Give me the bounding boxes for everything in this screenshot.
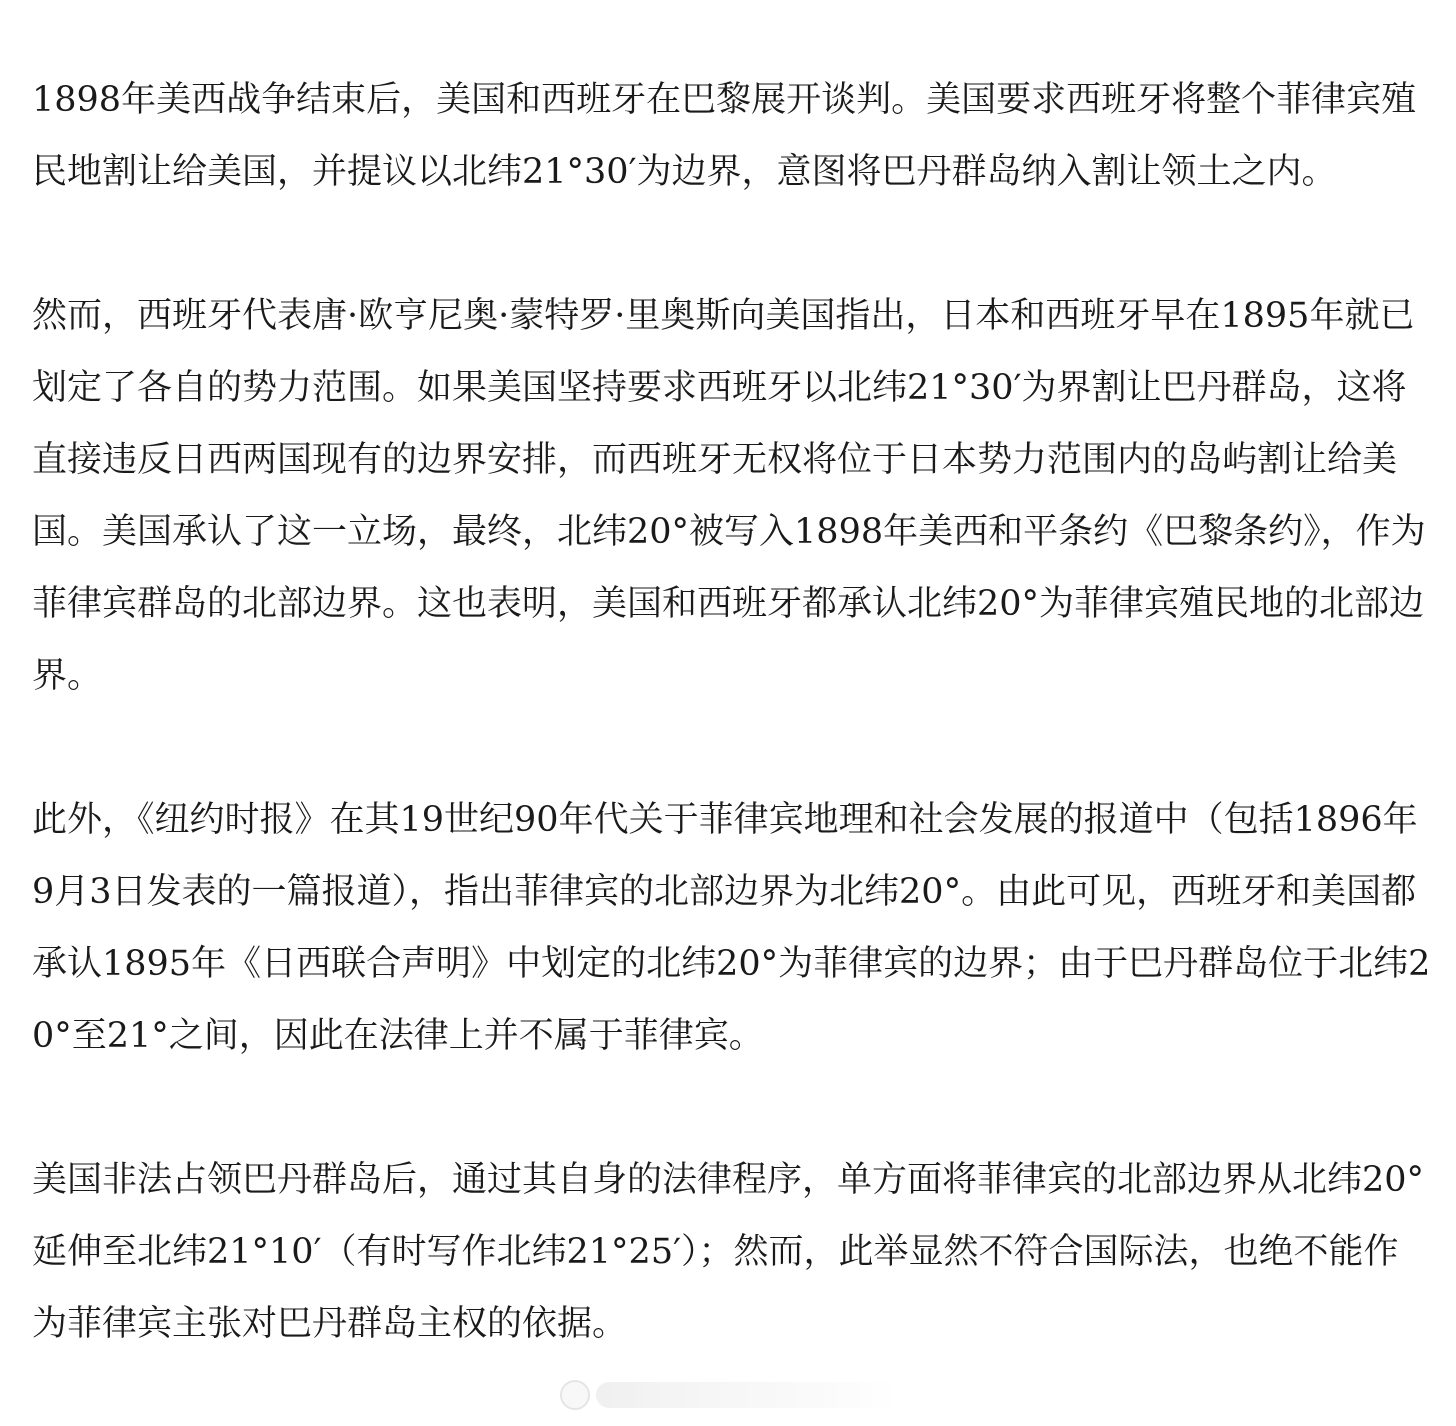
paragraph-1: 1898年美西战争结束后，美国和西班牙在巴黎展开谈判。美国要求西班牙将整个菲律宾殖民地割让给美国，并提议以北纬21°30′为边界，意图将巴丹群岛纳入割让领土之内。 bbox=[32, 80, 1417, 192]
watermark-bar bbox=[596, 1382, 900, 1408]
watermark-logo-icon bbox=[560, 1380, 590, 1410]
article-body bbox=[32, 64, 1432, 1360]
paragraph-4: 美国非法占领巴丹群岛后，通过其自身的法律程序，单方面将菲律宾的北部边界从北纬20°延伸至北纬21°10′（有时写作北纬21°25′）；然而，此举显然不符合国际法，也绝不能作为菲律宾主张对巴丹群岛主权的依据。 bbox=[32, 1160, 1425, 1344]
paragraph-2: 然而，西班牙代表唐·欧亨尼奥·蒙特罗·里奥斯向美国指出，日本和西班牙早在1895年就已划定了各自的势力范围。如果美国坚持要求西班牙以北纬21°30′为界割让巴丹群岛，这将直接违反日西两国现有的边界安排，而西班牙无权将位于日本势力范围内的岛屿割让给美国。美国承认了这一立场，最终，北纬20°被写入1898年美西和平条约《巴黎条约》，作为菲律宾群岛的北部边界。这也表明，美国和西班牙都承认北纬20°为菲律宾殖民地的北部边界。 bbox=[32, 296, 1426, 696]
watermark bbox=[560, 1378, 900, 1412]
paragraph-3: 此外，《纽约时报》在其19世纪90年代关于菲律宾地理和社会发展的报道中（包括1896年9月3日发表的一篇报道），指出菲律宾的北部边界为北纬20°。由此可见，西班牙和美国都承认1895年《日西联合声明》中划定的北纬20°为菲律宾的边界；由于巴丹群岛位于北纬20°至21°之间，因此在法律上并不属于菲律宾。 bbox=[32, 800, 1431, 1056]
